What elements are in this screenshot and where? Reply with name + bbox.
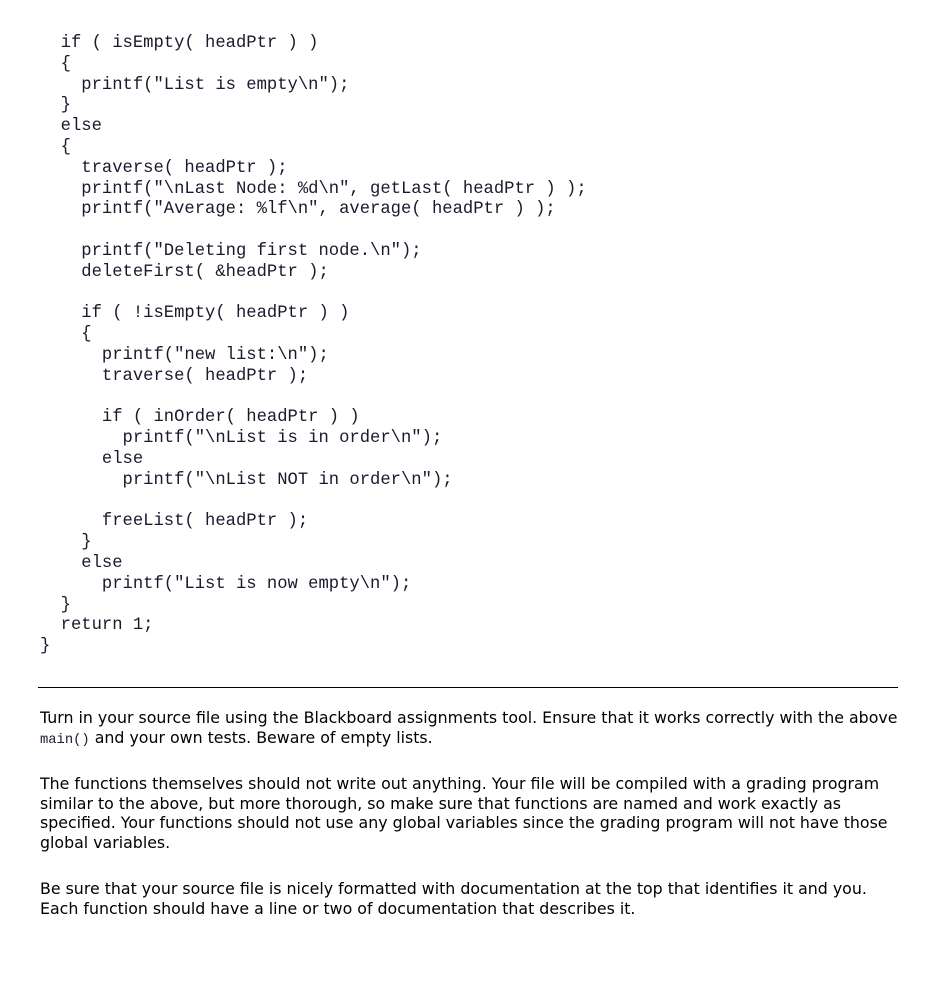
code-line: printf("\nList NOT in order\n"); [40,470,453,490]
code-line: printf("List is empty\n"); [40,75,350,95]
code-listing [40,34,587,658]
code-line: else [40,117,102,137]
code-line: deleteFirst( &headPtr ); [40,262,329,282]
code-line: } [40,533,92,553]
code-line [40,388,587,409]
code-line: { [40,325,92,345]
submission-text-start: Turn in your source file using the Blackboard assignments tool. Ensure that it works correctly with the above [40,708,898,727]
submission-instructions-paragraph [40,708,906,750]
code-line: else [40,553,123,573]
code-line: printf("Deleting first node.\n"); [40,241,422,261]
code-line: if ( isEmpty( headPtr ) ) [40,34,319,53]
code-line: printf("\nLast Node: %d\n", getLast( headPtr ) ); [40,179,587,199]
code-line [40,221,587,242]
code-line: freeList( headPtr ); [40,512,309,532]
code-line: } [40,595,71,615]
code-line: printf("new list:\n"); [40,345,329,365]
code-line: printf("List is now empty\n"); [40,574,412,594]
grading-requirements-paragraph: The functions themselves should not write out anything. Your file will be compiled with a grading program similar to the above, but more thorough, so make sure that functions are named and work exactly as specified. Your functions should not use any global variables since the grading program will not have those global variables. [40,774,888,852]
code-line: } [40,96,71,116]
submission-text-end: and your own tests. Beware of empty lists. [89,727,433,747]
code-line: if ( inOrder( headPtr ) ) [40,408,360,428]
documentation-requirements-paragraph: Be sure that your source file is nicely formatted with documentation at the top that identifies it and you. Each function should have a line or two of documentation that describes it. [40,879,867,918]
code-line [40,284,587,305]
code-line [40,492,587,513]
code-line: return 1; [40,616,154,636]
code-line: printf("\nList is in order\n"); [40,429,443,449]
code-line: if ( !isEmpty( headPtr ) ) [40,304,350,324]
code-line: traverse( headPtr ); [40,366,309,386]
code-line: else [40,449,144,469]
code-line: traverse( headPtr ); [40,158,288,178]
code-line: } [40,637,51,657]
horizontal-divider [38,687,898,688]
code-line: printf("Average: %lf\n", average( headPtr ) ); [40,200,556,220]
main-function-inline-code: main() [40,732,90,748]
code-line: { [40,54,71,74]
code-line: { [40,137,71,157]
